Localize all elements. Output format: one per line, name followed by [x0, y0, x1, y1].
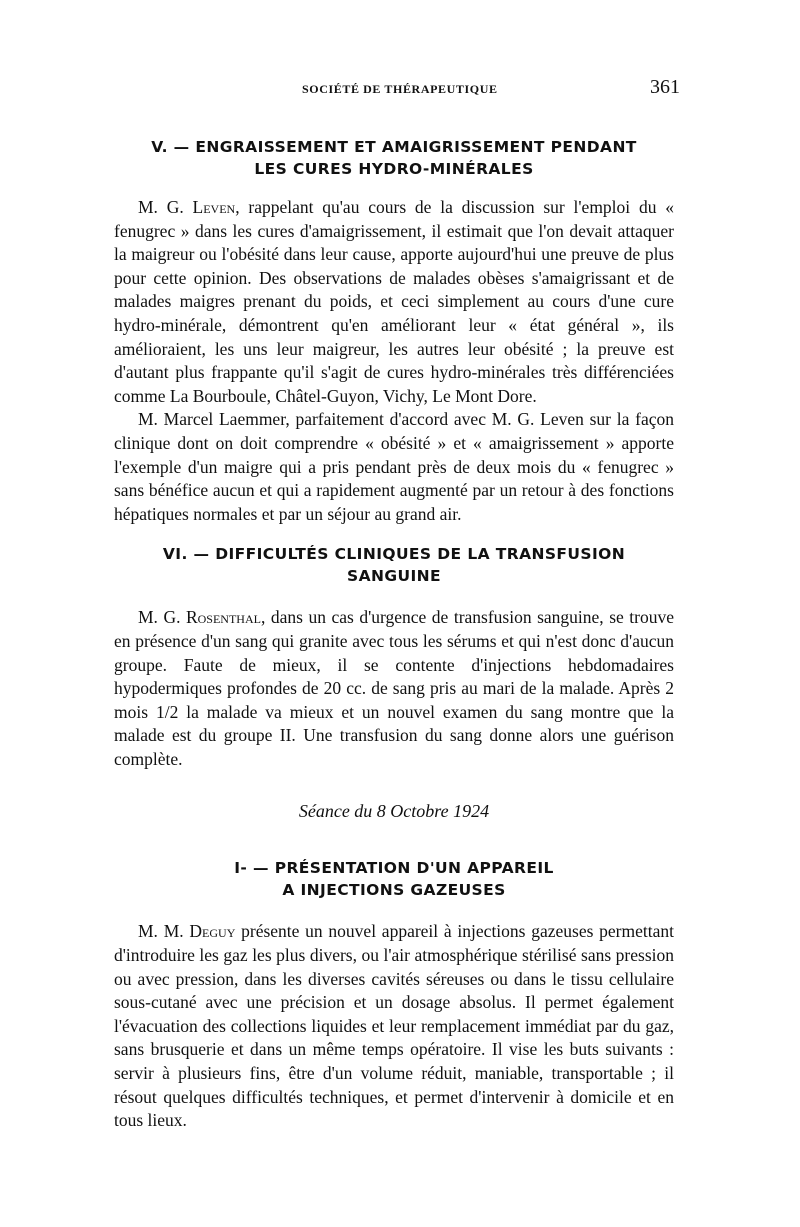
page-number: 361 [650, 76, 680, 98]
running-title: SOCIÉTÉ DE THÉRAPEUTIQUE [302, 82, 498, 96]
section-1-paragraph-1 [114, 920, 674, 1132]
paragraph-text: , dans un cas d'urgence de transfusion sanguine, se trouve en présence d'un sang qui granite avec tous les sérums et qui n'est donc d'aucun groupe. Faute de mieux, il se contente d'injections hebdomadaires hypodermiques profondes de 20 cc. de sang pris au mari de la malade. Après 2 mois 1/2 la malade va mieux et un nouvel examen du sang montre que la malade est du groupe II. Une transfusion du sang donne alors une guérison complète. [114, 607, 674, 769]
paragraph-text: , rappelant qu'au cours de la discussion sur l'emploi du « fenugrec » dans les cures d'amaigrissement, il estimait que l'on devait attaquer la maigreur ou l'obésité dans leur cause, apporte aujourd'hui une preuve de plus pour cette opinion. Des observations de malades obèses s'amaigrissant et de malades maigres prenant du poids, et ceci simplement au cours d'une cure hydro-minérale, démontrent qu'en améliorant leur « état général », ils amélioraient, les uns leur maigreur, les autres leur obésité ; la preuve est d'autant plus frappante qu'il s'agit de cures hydro-minérales très différenciées comme La Bourboule, Châtel-Guyon, Vichy, Le Mont Dore. [114, 197, 674, 406]
section-5-paragraph-1 [114, 196, 674, 408]
section-6-paragraph-1 [114, 606, 674, 771]
section-5-title [114, 136, 674, 180]
session-date-heading: Séance du 8 Octobre 1924 [298, 801, 490, 822]
section-1-title [114, 857, 674, 901]
document-page [114, 70, 680, 1133]
section-1-title-line-2: A INJECTIONS GAZEUSES [282, 881, 506, 900]
section-1-title-line-1: I- — PRÉSENTATION D'UN APPAREIL [234, 859, 554, 878]
speaker-name: Rosenthal [185, 607, 261, 628]
section-6-title-line-2: SANGUINE [347, 567, 441, 586]
section-6-title [114, 543, 674, 587]
section-6-title-line-1: VI. — DIFFICULTÉS CLINIQUES DE LA TRANSFUSION [162, 545, 626, 564]
speaker-prefix: M. M. [138, 921, 190, 942]
section-5-title-line-1: V. — ENGRAISSEMENT ET AMAIGRISSEMENT PENDANT [151, 138, 637, 156]
speaker-name: Deguy [189, 921, 236, 942]
speaker-prefix: M. G. [138, 197, 193, 217]
paragraph-text: présente un nouvel appareil à injections gazeuses permettant d'introduire les gaz les plus divers, ou l'air atmosphérique stérilisé sans pression ou avec pression, dans les diverses cavités séreuses ou dans le tissu cellulaire sous-cutané avec une précision et un dosage absolus. Il permet également l'évacuation des collections liquides et leur remplacement immédiat par du gaz, sans brusquerie et dans un même temps opératoire. Il vise les buts suivants : servir à plusieurs fins, être d'un volume réduit, maniable, transportable ; il résout quelques difficultés techniques, et permet d'intervenir à domicile et en tous lieux. [114, 921, 674, 1131]
speaker-prefix: M. G. [138, 607, 186, 628]
speaker-name: Leven [192, 197, 236, 217]
page-header [114, 70, 680, 102]
section-5-paragraph-2: M. Marcel Laemmer, parfaitement d'accord avec M. G. Leven sur la façon clinique dont on doit comprendre « obésité » et « amaigrissement » apporte l'exemple d'un maigre qui a pris pendant près de deux mois du « fenugrec » sans bénéfice aucun et qui a rapidement augmenté par un retour à des fonctions hépatiques normales et par un séjour au grand air. [114, 409, 674, 524]
section-5-title-line-2: LES CURES HYDRO-MINÉRALES [254, 160, 534, 178]
